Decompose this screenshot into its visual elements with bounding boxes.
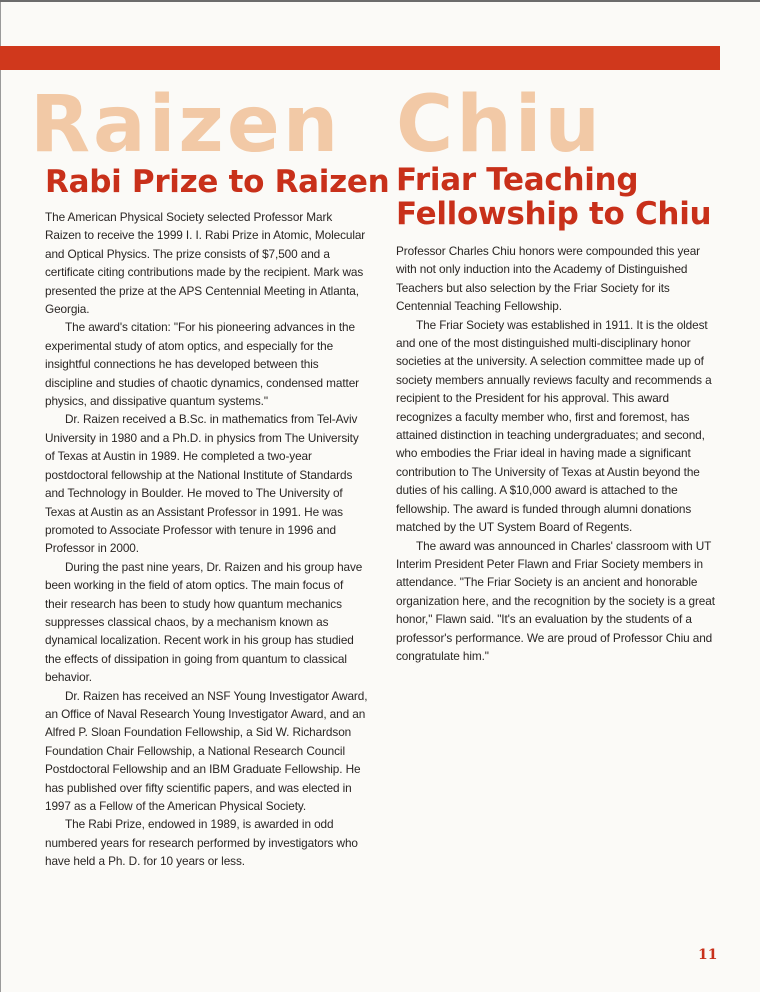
- right-title-line1: Friar Teaching: [396, 162, 639, 198]
- left-paragraph: The Rabi Prize, endowed in 1989, is awarded in odd numbered years for research performed by investigators who have held a Ph. D. for 10 years or less.: [45, 817, 358, 869]
- right-paragraph: The Friar Society was established in 1911. It is the oldest and one of the most distinguished multi-disciplinary honor societies at the university. A selection committee made up of society members annually reviews faculty and recommends a recipient to the President for his approval. This award recognizes a faculty member who, first and foremost, has attained distinction in teaching undergraduates; and second, who embodies the Friar ideal in having made a significant contribution to The University of Texas at Austin beyond the duties of his calling. A $10,000 award is attached to the fellowship. The award is funded through alumni donations matched by the UT System Board of Regents.: [396, 317, 712, 535]
- left-paragraph: Dr. Raizen has received an NSF Young Investigator Award, an Office of Naval Research Young Investigator Award, and an Alfred P. Sloan Foundation Fellowship, a Sid W. Richardson Foundation Chair Fellowship, a National Research Council Postdoctoral Fellowship and an IBM Graduate Fellowship. He has published over fifty scientific papers, and was elected in 1997 as a Fellow of the American Physical Society.: [45, 688, 368, 813]
- right-article-title: [396, 163, 736, 231]
- left-paragraph: The American Physical Society selected Professor Mark Raizen to receive the 1999 I. I. Rabi Prize in Atomic, Molecular and Optical Physics. The prize consists of $7,500 and a certificate citing contributions made by the recipient. Mark was presented the prize at the APS Centennial Meeting in Atlanta, Georgia.: [45, 210, 366, 317]
- right-title-line2: Fellowship to Chiu: [396, 196, 712, 232]
- right-paragraph: The award was announced in Charles' classroom with UT Interim President Peter Flawn and Friar Society members in attendance. "The Friar Society is an ancient and honorable organization here, and the recognition by the society is a great honor," Flawn said. "It's an evaluation by the students of a professor's performance. We are proud of Professor Chiu and congratulate him.": [396, 538, 715, 663]
- background-word-chiu: Chiu: [396, 80, 604, 170]
- background-word-raizen: Raizen: [30, 80, 342, 170]
- right-article-body: [396, 242, 716, 665]
- left-article-body: [45, 208, 368, 871]
- left-article-title: Rabi Prize to Raizen: [45, 164, 390, 200]
- left-paragraph: Dr. Raizen received a B.Sc. in mathematics from Tel-Aviv University in 1980 and a Ph.D. in physics from The University of Texas at Austin in 1989. He completed a two-year postdoctoral fellowship at the National Institute of Standards and Technology in Boulder. He moved to The University of Texas at Austin as an Assistant Professor in 1991. He was promoted to Associate Professor with tenure in 1996 and Professor in 2000.: [45, 412, 359, 556]
- left-paragraph: The award's citation: "For his pioneering advances in the experimental study of atom optics, and especially for the insightful connections he has developed between this discipline and studies of chaotic dynamics, condensed matter physics, and dissipative quantum systems.": [45, 320, 360, 409]
- right-paragraph: Professor Charles Chiu honors were compounded this year with not only induction into the Academy of Distinguished Teachers but also selection by the Friar Society for its Centennial Teaching Fellowship.: [396, 244, 700, 314]
- page-number: 11: [698, 947, 718, 963]
- left-edge-rule: [0, 2, 1, 992]
- header-banner: [0, 46, 720, 70]
- left-paragraph: During the past nine years, Dr. Raizen and his group have been working in the field of atom optics. The main focus of their research has been to study how quantum mechanics suppresses classical chaos, by a mechanism known as dynamical localization. Recent work in his group has studied the effects of dissipation in going from quantum to classical behavior.: [45, 559, 363, 685]
- top-rule: [0, 0, 760, 2]
